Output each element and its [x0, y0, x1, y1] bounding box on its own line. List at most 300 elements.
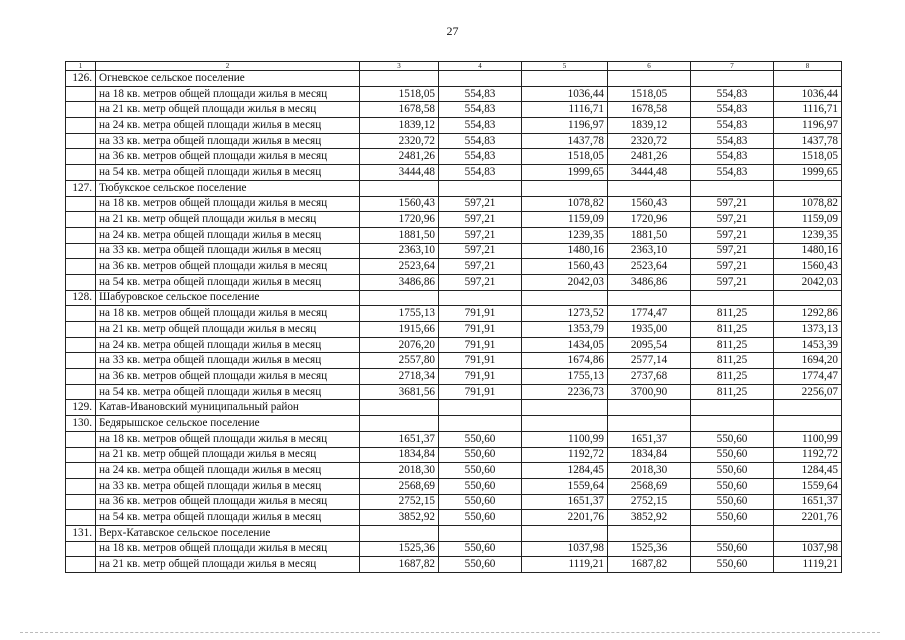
value-cell: 2201,76: [774, 510, 842, 526]
value-cell: 2076,20: [360, 337, 439, 353]
section-title: Тюбукское сельское поселение: [96, 180, 360, 196]
empty-cell: [522, 400, 608, 416]
value-cell: 2236,73: [522, 384, 608, 400]
value-cell: 550,60: [691, 494, 774, 510]
value-cell: 1915,66: [360, 322, 439, 338]
empty-cell: [66, 86, 96, 102]
value-cell: 1036,44: [774, 86, 842, 102]
value-cell: 1518,05: [774, 149, 842, 165]
value-cell: 3486,86: [360, 274, 439, 290]
value-cell: 1353,79: [522, 322, 608, 338]
empty-cell: [360, 71, 439, 87]
row-label: на 33 кв. метра общей площади жилья в месяц: [96, 133, 360, 149]
value-cell: 1480,16: [522, 243, 608, 259]
section-title: Бедярышское сельское поселение: [96, 416, 360, 432]
value-cell: 1834,84: [360, 447, 439, 463]
value-cell: 1036,44: [522, 86, 608, 102]
table-row: [66, 447, 842, 463]
value-cell: 2018,30: [360, 463, 439, 479]
section-title: Огневское сельское поселение: [96, 71, 360, 87]
empty-cell: [360, 416, 439, 432]
empty-cell: [66, 322, 96, 338]
value-cell: 1839,12: [608, 118, 691, 134]
empty-cell: [608, 290, 691, 306]
value-cell: 2042,03: [522, 274, 608, 290]
row-label: на 21 кв. метр общей площади жилья в месяц: [96, 212, 360, 228]
value-cell: 1774,47: [774, 369, 842, 385]
table-row: [66, 494, 842, 510]
section-row: [66, 290, 842, 306]
table-row: [66, 86, 842, 102]
section-number: 129.: [66, 400, 96, 416]
empty-cell: [66, 212, 96, 228]
value-cell: 1935,00: [608, 322, 691, 338]
value-cell: 1239,35: [774, 227, 842, 243]
row-label: на 24 кв. метра общей площади жилья в месяц: [96, 463, 360, 479]
empty-cell: [691, 290, 774, 306]
empty-cell: [66, 196, 96, 212]
empty-cell: [66, 384, 96, 400]
table-row: [66, 384, 842, 400]
table-row: [66, 337, 842, 353]
empty-cell: [439, 400, 522, 416]
value-cell: 1116,71: [774, 102, 842, 118]
value-cell: 2320,72: [608, 133, 691, 149]
empty-cell: [522, 416, 608, 432]
table-row: [66, 463, 842, 479]
empty-cell: [66, 494, 96, 510]
empty-cell: [66, 259, 96, 275]
value-cell: 1196,97: [774, 118, 842, 134]
value-cell: 2523,64: [608, 259, 691, 275]
table-row: [66, 149, 842, 165]
value-cell: 554,83: [439, 149, 522, 165]
section-number: 131.: [66, 525, 96, 541]
value-cell: 550,60: [691, 557, 774, 573]
value-cell: 550,60: [439, 510, 522, 526]
value-cell: 1116,71: [522, 102, 608, 118]
value-cell: 1437,78: [522, 133, 608, 149]
empty-cell: [66, 102, 96, 118]
value-cell: 1078,82: [774, 196, 842, 212]
empty-cell: [360, 400, 439, 416]
value-cell: 1518,05: [522, 149, 608, 165]
row-label: на 54 кв. метра общей площади жилья в месяц: [96, 165, 360, 181]
value-cell: 1100,99: [774, 431, 842, 447]
empty-cell: [439, 180, 522, 196]
table-row: [66, 510, 842, 526]
section-row: [66, 525, 842, 541]
value-cell: 2568,69: [608, 478, 691, 494]
value-cell: 1651,37: [608, 431, 691, 447]
empty-cell: [66, 510, 96, 526]
table-row: [66, 353, 842, 369]
value-cell: 597,21: [691, 243, 774, 259]
value-cell: 550,60: [439, 494, 522, 510]
value-cell: 550,60: [691, 431, 774, 447]
column-number: 6: [608, 62, 691, 71]
row-label: на 33 кв. метра общей площади жилья в месяц: [96, 243, 360, 259]
value-cell: 3444,48: [608, 165, 691, 181]
column-number: 7: [691, 62, 774, 71]
table-row: [66, 322, 842, 338]
section-row: [66, 400, 842, 416]
page-number: 27: [446, 24, 459, 38]
empty-cell: [774, 71, 842, 87]
value-cell: 554,83: [691, 118, 774, 134]
value-cell: 597,21: [691, 274, 774, 290]
row-label: на 54 кв. метра общей площади жилья в месяц: [96, 384, 360, 400]
value-cell: 811,25: [691, 353, 774, 369]
value-cell: 597,21: [439, 227, 522, 243]
table-row: [66, 541, 842, 557]
empty-cell: [66, 353, 96, 369]
row-label: на 18 кв. метров общей площади жилья в месяц: [96, 306, 360, 322]
table-row: [66, 212, 842, 228]
value-cell: 1373,13: [774, 322, 842, 338]
section-row: [66, 416, 842, 432]
value-cell: 554,83: [439, 133, 522, 149]
value-cell: 2718,34: [360, 369, 439, 385]
value-cell: 597,21: [691, 227, 774, 243]
value-cell: 2042,03: [774, 274, 842, 290]
value-cell: 1651,37: [522, 494, 608, 510]
empty-cell: [522, 290, 608, 306]
column-number: 2: [96, 62, 360, 71]
empty-cell: [774, 290, 842, 306]
row-label: на 36 кв. метров общей площади жилья в месяц: [96, 494, 360, 510]
row-label: на 36 кв. метров общей площади жилья в месяц: [96, 369, 360, 385]
table-row: [66, 243, 842, 259]
row-label: на 33 кв. метра общей площади жилья в месяц: [96, 353, 360, 369]
section-title: Верх-Катавское сельское поселение: [96, 525, 360, 541]
value-cell: 2752,15: [608, 494, 691, 510]
section-number: 126.: [66, 71, 96, 87]
row-label: на 54 кв. метра общей площади жилья в месяц: [96, 510, 360, 526]
empty-cell: [66, 274, 96, 290]
column-number: 8: [774, 62, 842, 71]
value-cell: 550,60: [439, 541, 522, 557]
value-cell: 1273,52: [522, 306, 608, 322]
value-cell: 550,60: [691, 510, 774, 526]
empty-cell: [608, 180, 691, 196]
value-cell: 554,83: [691, 149, 774, 165]
value-cell: 1239,35: [522, 227, 608, 243]
empty-cell: [66, 118, 96, 134]
value-cell: 1560,43: [360, 196, 439, 212]
empty-cell: [66, 431, 96, 447]
empty-cell: [439, 71, 522, 87]
value-cell: 550,60: [691, 447, 774, 463]
value-cell: 1437,78: [774, 133, 842, 149]
value-cell: 597,21: [439, 243, 522, 259]
empty-cell: [360, 290, 439, 306]
value-cell: 791,91: [439, 353, 522, 369]
column-number: 4: [439, 62, 522, 71]
value-cell: 1100,99: [522, 431, 608, 447]
empty-cell: [439, 416, 522, 432]
value-cell: 2523,64: [360, 259, 439, 275]
value-cell: 597,21: [439, 212, 522, 228]
row-label: на 36 кв. метров общей площади жилья в месяц: [96, 149, 360, 165]
value-cell: 1834,84: [608, 447, 691, 463]
value-cell: 2568,69: [360, 478, 439, 494]
value-cell: 2201,76: [522, 510, 608, 526]
empty-cell: [66, 337, 96, 353]
row-label: на 18 кв. метров общей площади жилья в месяц: [96, 431, 360, 447]
value-cell: 1284,45: [522, 463, 608, 479]
value-cell: 1720,96: [608, 212, 691, 228]
value-cell: 1037,98: [774, 541, 842, 557]
empty-cell: [608, 525, 691, 541]
row-label: на 33 кв. метра общей площади жилья в месяц: [96, 478, 360, 494]
value-cell: 597,21: [439, 196, 522, 212]
value-cell: 1434,05: [522, 337, 608, 353]
scan-artifact-line: [20, 632, 880, 634]
empty-cell: [66, 165, 96, 181]
value-cell: 1559,64: [774, 478, 842, 494]
table-row: [66, 369, 842, 385]
value-cell: 2363,10: [608, 243, 691, 259]
empty-cell: [691, 180, 774, 196]
value-cell: 1480,16: [774, 243, 842, 259]
empty-cell: [439, 525, 522, 541]
table-row: [66, 118, 842, 134]
value-cell: 1284,45: [774, 463, 842, 479]
value-cell: 550,60: [439, 478, 522, 494]
empty-cell: [522, 180, 608, 196]
value-cell: 2256,07: [774, 384, 842, 400]
value-cell: 597,21: [691, 212, 774, 228]
value-cell: 554,83: [439, 118, 522, 134]
value-cell: 1678,58: [608, 102, 691, 118]
empty-cell: [66, 133, 96, 149]
value-cell: 597,21: [691, 196, 774, 212]
value-cell: 550,60: [439, 447, 522, 463]
value-cell: 2752,15: [360, 494, 439, 510]
value-cell: 597,21: [439, 274, 522, 290]
table-row: [66, 478, 842, 494]
value-cell: 1525,36: [608, 541, 691, 557]
value-cell: 2577,14: [608, 353, 691, 369]
value-cell: 554,83: [439, 102, 522, 118]
value-cell: 1292,86: [774, 306, 842, 322]
value-cell: 1518,05: [608, 86, 691, 102]
row-label: на 24 кв. метра общей площади жилья в месяц: [96, 337, 360, 353]
value-cell: 597,21: [691, 259, 774, 275]
value-cell: 1192,72: [522, 447, 608, 463]
value-cell: 1518,05: [360, 86, 439, 102]
empty-cell: [774, 180, 842, 196]
empty-cell: [66, 447, 96, 463]
section-number: 128.: [66, 290, 96, 306]
value-cell: 550,60: [691, 463, 774, 479]
row-label: на 21 кв. метр общей площади жилья в месяц: [96, 557, 360, 573]
column-number: 5: [522, 62, 608, 71]
value-cell: 791,91: [439, 337, 522, 353]
value-cell: 1755,13: [360, 306, 439, 322]
row-label: на 21 кв. метр общей площади жилья в месяц: [96, 102, 360, 118]
value-cell: 1755,13: [522, 369, 608, 385]
empty-cell: [66, 227, 96, 243]
value-cell: 1839,12: [360, 118, 439, 134]
value-cell: 3700,90: [608, 384, 691, 400]
table-row: [66, 274, 842, 290]
value-cell: 1453,39: [774, 337, 842, 353]
value-cell: 1881,50: [360, 227, 439, 243]
value-cell: 1078,82: [522, 196, 608, 212]
column-number: 3: [360, 62, 439, 71]
value-cell: 1525,36: [360, 541, 439, 557]
empty-cell: [608, 71, 691, 87]
value-cell: 2018,30: [608, 463, 691, 479]
value-cell: 550,60: [691, 478, 774, 494]
value-cell: 3852,92: [360, 510, 439, 526]
value-cell: 1687,82: [360, 557, 439, 573]
value-cell: 554,83: [691, 133, 774, 149]
row-label: на 24 кв. метра общей площади жилья в месяц: [96, 227, 360, 243]
value-cell: 1119,21: [774, 557, 842, 573]
section-number: 127.: [66, 180, 96, 196]
empty-cell: [66, 369, 96, 385]
value-cell: 1881,50: [608, 227, 691, 243]
value-cell: 791,91: [439, 322, 522, 338]
empty-cell: [360, 180, 439, 196]
value-cell: 1999,65: [774, 165, 842, 181]
row-label: на 18 кв. метров общей площади жилья в месяц: [96, 86, 360, 102]
empty-cell: [66, 243, 96, 259]
value-cell: 1674,86: [522, 353, 608, 369]
value-cell: 1037,98: [522, 541, 608, 557]
row-label: на 54 кв. метра общей площади жилья в месяц: [96, 274, 360, 290]
value-cell: 1999,65: [522, 165, 608, 181]
empty-cell: [691, 525, 774, 541]
value-cell: 811,25: [691, 369, 774, 385]
value-cell: 2320,72: [360, 133, 439, 149]
value-cell: 1651,37: [360, 431, 439, 447]
value-cell: 1687,82: [608, 557, 691, 573]
value-cell: 1678,58: [360, 102, 439, 118]
empty-cell: [66, 541, 96, 557]
value-cell: 1559,64: [522, 478, 608, 494]
empty-cell: [691, 416, 774, 432]
empty-cell: [66, 463, 96, 479]
value-cell: 550,60: [439, 431, 522, 447]
row-label: на 36 кв. метров общей площади жилья в месяц: [96, 259, 360, 275]
empty-cell: [439, 290, 522, 306]
value-cell: 1774,47: [608, 306, 691, 322]
table-body: [66, 62, 842, 573]
value-cell: 3852,92: [608, 510, 691, 526]
table-row: [66, 165, 842, 181]
value-cell: 1694,20: [774, 353, 842, 369]
value-cell: 1192,72: [774, 447, 842, 463]
empty-cell: [66, 306, 96, 322]
value-cell: 1159,09: [522, 212, 608, 228]
value-cell: 2095,54: [608, 337, 691, 353]
value-cell: 554,83: [439, 86, 522, 102]
empty-cell: [66, 149, 96, 165]
empty-cell: [774, 416, 842, 432]
value-cell: 3486,86: [608, 274, 691, 290]
value-cell: 791,91: [439, 369, 522, 385]
value-cell: 597,21: [439, 259, 522, 275]
section-number: 130.: [66, 416, 96, 432]
row-label: на 21 кв. метр общей площади жилья в месяц: [96, 447, 360, 463]
empty-cell: [774, 525, 842, 541]
value-cell: 791,91: [439, 306, 522, 322]
value-cell: 791,91: [439, 384, 522, 400]
value-cell: 2737,68: [608, 369, 691, 385]
empty-cell: [522, 525, 608, 541]
value-cell: 554,83: [691, 102, 774, 118]
value-cell: 1560,43: [774, 259, 842, 275]
value-cell: 1159,09: [774, 212, 842, 228]
empty-cell: [522, 71, 608, 87]
table-row: [66, 133, 842, 149]
value-cell: 811,25: [691, 337, 774, 353]
value-cell: 1560,43: [522, 259, 608, 275]
table-row: [66, 557, 842, 573]
value-cell: 554,83: [691, 86, 774, 102]
empty-cell: [360, 525, 439, 541]
value-cell: 554,83: [691, 165, 774, 181]
empty-cell: [66, 478, 96, 494]
section-title: Катав-Ивановский муниципальный район: [96, 400, 360, 416]
table-row: [66, 431, 842, 447]
value-cell: 1119,21: [522, 557, 608, 573]
table-row: [66, 259, 842, 275]
value-cell: 550,60: [691, 541, 774, 557]
value-cell: 1560,43: [608, 196, 691, 212]
tariff-table: [65, 61, 842, 573]
section-row: [66, 71, 842, 87]
empty-cell: [608, 400, 691, 416]
table-row: [66, 227, 842, 243]
empty-cell: [691, 400, 774, 416]
value-cell: 3681,56: [360, 384, 439, 400]
value-cell: 550,60: [439, 557, 522, 573]
column-number-row: [66, 62, 842, 71]
table-row: [66, 196, 842, 212]
row-label: на 18 кв. метров общей площади жилья в месяц: [96, 541, 360, 557]
value-cell: 811,25: [691, 322, 774, 338]
value-cell: 811,25: [691, 384, 774, 400]
row-label: на 18 кв. метров общей площади жилья в месяц: [96, 196, 360, 212]
value-cell: 1651,37: [774, 494, 842, 510]
value-cell: 2481,26: [360, 149, 439, 165]
row-label: на 24 кв. метра общей площади жилья в месяц: [96, 118, 360, 134]
empty-cell: [66, 557, 96, 573]
empty-cell: [608, 416, 691, 432]
table-row: [66, 102, 842, 118]
table-row: [66, 306, 842, 322]
column-number: 1: [66, 62, 96, 71]
value-cell: 2481,26: [608, 149, 691, 165]
value-cell: 811,25: [691, 306, 774, 322]
row-label: на 21 кв. метр общей площади жилья в месяц: [96, 322, 360, 338]
value-cell: 554,83: [439, 165, 522, 181]
value-cell: 2557,80: [360, 353, 439, 369]
value-cell: 1720,96: [360, 212, 439, 228]
empty-cell: [691, 71, 774, 87]
value-cell: 2363,10: [360, 243, 439, 259]
section-title: Шабуровское сельское поселение: [96, 290, 360, 306]
empty-cell: [774, 400, 842, 416]
value-cell: 3444,48: [360, 165, 439, 181]
value-cell: 550,60: [439, 463, 522, 479]
section-row: [66, 180, 842, 196]
